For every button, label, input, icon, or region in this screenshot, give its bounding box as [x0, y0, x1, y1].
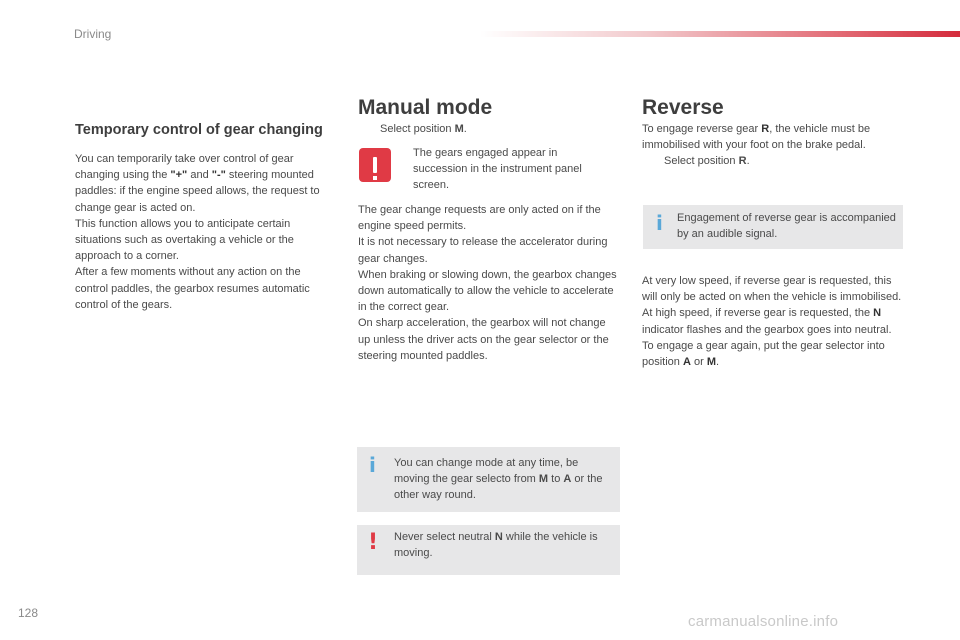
col2-paragraph-2: It is not necessary to release the accelerator during gear changes.	[358, 236, 608, 265]
info-icon: i	[656, 211, 663, 235]
col3-paragraph-1: To engage reverse gear R, the vehicle must be immobilised with your foot on the brake pedal.	[642, 123, 871, 152]
header-title: Driving	[74, 27, 112, 41]
col2-alert-text: Never select neutral N while the vehicle is moving.	[394, 531, 598, 560]
col1-paragraph-3: After a few moments without any action on the control paddles, the gearbox resumes automatic control of the gears.	[75, 266, 310, 311]
alert-icon: !	[368, 530, 379, 555]
col2-paragraph-3: When braking or slowing down, the gearbox changes down automatically to allow the vehicle to accelerate in the correct gear.	[358, 268, 617, 314]
col1-heading: Temporary control of gear changing	[75, 122, 323, 138]
col3-body	[642, 273, 904, 370]
col3-heading: Reverse	[642, 96, 724, 119]
col2-bullet: Select position M.	[380, 123, 467, 135]
col1-paragraph-1: You can temporarily take over control of gear changing using the "+" and "-" steering mounted paddles: if the engine speed allows, the request to change gear is acted on.	[75, 153, 320, 214]
col3-paragraph-2: At very low speed, if reverse gear is requested, this will only be acted on when the vehicle is immobilised.	[642, 275, 902, 304]
col3-info-text: Engagement of reverse gear is accompanied by an audible signal.	[677, 212, 896, 241]
col1-paragraph-2: This function allows you to anticipate certain situations such as overtaking a vehicle or the approach to a corner.	[75, 217, 294, 263]
col2-heading: Manual mode	[358, 96, 493, 119]
page-number: 128	[18, 606, 39, 620]
col2-info-note	[357, 447, 620, 512]
header-accent-bar	[480, 31, 960, 37]
col2-info-text: You can change mode at any time, be moving the gear selecto from M to A or the other way round.	[394, 457, 603, 502]
info-icon: i	[369, 453, 376, 477]
col3-info-note	[643, 205, 903, 249]
col2-warning-text: The gears engaged appear in succession in the instrument panel screen.	[413, 147, 582, 192]
col3-bullet: Select position R.	[664, 155, 750, 168]
warning-icon	[359, 148, 391, 182]
watermark: carmanualsonline.info	[688, 613, 839, 630]
exclamation-glyph	[373, 157, 377, 173]
col2-alert-note	[357, 525, 620, 575]
col2-paragraph-4: On sharp acceleration, the gearbox will not change up unless the driver acts on the gear selector or the steering mounted paddles.	[358, 317, 609, 362]
col2-paragraph-1: The gear change requests are only acted on if the engine speed permits.	[358, 204, 601, 233]
col1-section	[75, 122, 325, 313]
col3-paragraph-3: At high speed, if reverse gear is requested, the N indicator flashes and the gearbox goes into neutral. To engage a gear again, put the gear selector into position A or M.	[642, 307, 892, 369]
col3-intro	[642, 121, 904, 169]
col2-body	[358, 202, 620, 364]
